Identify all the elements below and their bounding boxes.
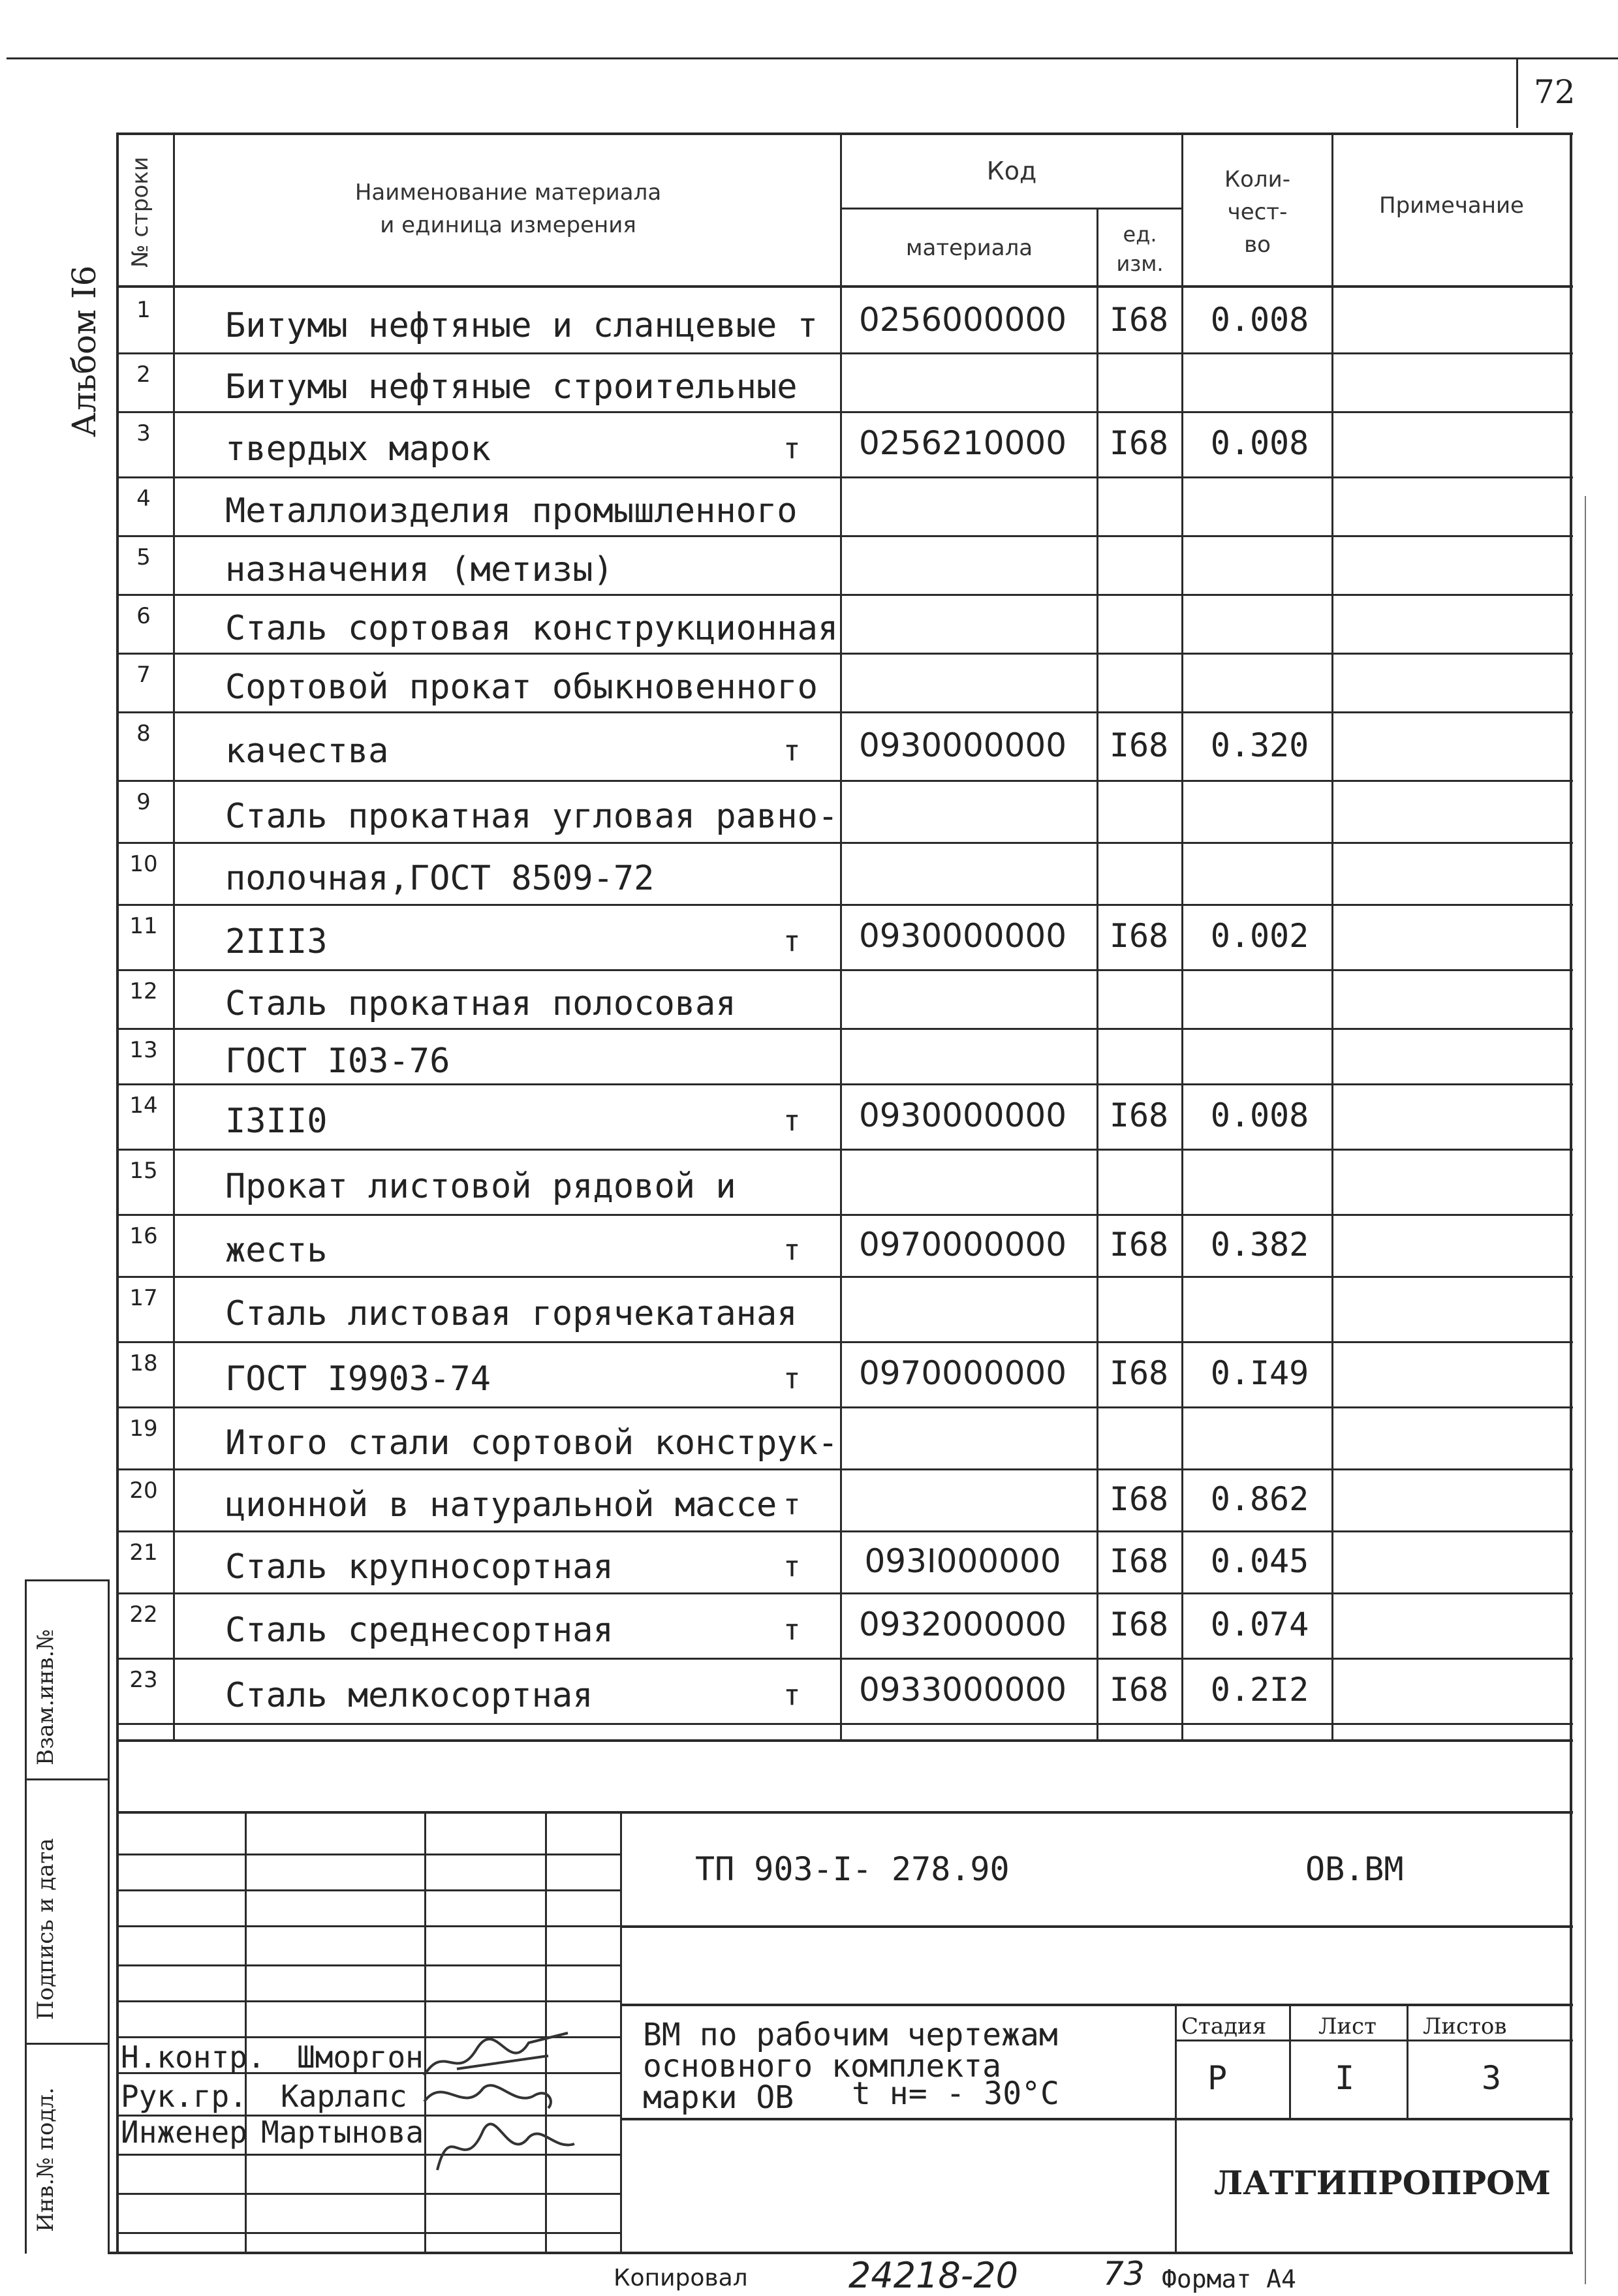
tb-sheets-vline	[1407, 2004, 1408, 2118]
tb-hline-1	[117, 1854, 621, 1855]
row-name: Итого стали сортовой конструк-	[225, 1423, 839, 1463]
desc-line1: ВМ по рабочим чертежам	[643, 2017, 1058, 2053]
stage-value: Р	[1207, 2059, 1228, 2097]
sign1-name: Шморгон	[297, 2040, 424, 2075]
footer-handwritten: 24218-20	[848, 2255, 1018, 2296]
frame-outer-left	[108, 1579, 110, 2254]
row-name: качества	[225, 731, 389, 771]
row-divider	[117, 780, 1573, 782]
row-name: 2III3	[225, 922, 328, 961]
row-uom: I68	[1109, 1354, 1169, 1392]
stamp-col-left	[25, 1579, 27, 2254]
row-uom: I68	[1109, 1542, 1169, 1580]
row-number: 19	[129, 1416, 158, 1442]
tb-vline-1	[245, 1811, 247, 2254]
row-code: 0256000000	[858, 300, 1067, 339]
row-number: 9	[136, 789, 151, 815]
row-uom: I68	[1109, 1606, 1169, 1643]
row-divider	[117, 476, 1573, 478]
scan-edge	[1585, 496, 1586, 2284]
row-divider	[117, 1276, 1573, 1278]
row-uom: I68	[1109, 1671, 1169, 1709]
row-number: 4	[136, 486, 151, 512]
row-qty: 0.008	[1210, 300, 1309, 339]
row-divider	[117, 1341, 1573, 1343]
row-divider	[117, 1406, 1573, 1408]
tb-sheet-vline	[1289, 2004, 1291, 2118]
stamp-sep-2	[25, 2043, 110, 2045]
row-number: 23	[129, 1667, 158, 1693]
row-name: Металлоизделия промышленного	[225, 491, 798, 531]
row-qty: 0.045	[1210, 1542, 1309, 1580]
sheet-value: I	[1335, 2059, 1355, 2097]
row-uom: I68	[1109, 917, 1169, 955]
row-name: Битумы нефтяные строительные	[225, 367, 798, 407]
row-number: 7	[136, 662, 151, 688]
row-unit: т	[783, 1362, 801, 1395]
row-qty: 0.382	[1210, 1225, 1309, 1264]
row-number: 3	[136, 420, 151, 446]
row-divider	[117, 594, 1573, 596]
header-bottom	[117, 285, 1573, 288]
row-name: Сталь среднесортная	[225, 1611, 614, 1650]
row-qty: 0.008	[1210, 424, 1309, 462]
sheets-label: Листов	[1423, 2013, 1507, 2040]
tb-hline-11	[117, 2232, 621, 2234]
signature-3	[424, 2105, 581, 2183]
title-block-top	[117, 1811, 1573, 1814]
tb-desc-bottom	[620, 2118, 1573, 2120]
row-uom: I68	[1109, 300, 1169, 339]
stamp-sep-1	[25, 1778, 110, 1780]
table-right	[1570, 132, 1572, 2254]
stamp-podpis: Подпись и дата	[33, 1838, 59, 2020]
sign3-name: Мартынова	[261, 2115, 424, 2150]
tb-hline-4	[117, 1964, 621, 1966]
row-name: Сортовой прокат обыкновенного	[225, 668, 818, 707]
row-qty: 0.2I2	[1210, 1671, 1309, 1709]
header-qty-3: во	[1244, 232, 1271, 258]
row-number: 8	[136, 721, 151, 747]
row-number: 11	[129, 913, 158, 939]
row-unit: т	[783, 925, 801, 958]
row-divider	[117, 904, 1573, 906]
row-code: 0256210000	[858, 424, 1067, 462]
row-divider	[117, 1592, 1573, 1594]
footer-num: 73	[1103, 2255, 1145, 2293]
header-note: Примечание	[1379, 193, 1524, 219]
row-uom: I68	[1109, 1096, 1169, 1134]
table-body-bottom	[117, 1739, 1573, 1742]
row-number: 2	[136, 362, 151, 388]
footer-copied: Копировал	[614, 2265, 748, 2291]
row-number: 22	[129, 1602, 158, 1628]
stamp-vzam: Взам.инв.№	[33, 1629, 59, 1765]
row-name: Прокат листовой рядовой и	[225, 1167, 736, 1206]
page-number: 72	[1534, 73, 1576, 111]
table-top	[117, 132, 1573, 135]
row-number: 10	[129, 851, 158, 877]
table-left	[116, 132, 119, 2254]
tb-hline-2	[117, 1889, 621, 1891]
row-code: 0970000000	[858, 1225, 1067, 1264]
row-qty: 0.002	[1210, 917, 1309, 955]
header-code: Код	[986, 157, 1037, 185]
col-line-num	[173, 132, 175, 1739]
header-row-no: № строки	[127, 157, 153, 268]
row-code: 093I000000	[864, 1542, 1061, 1580]
tb-hline-3	[117, 1925, 621, 1927]
stamp-inv: Инв.№ подл.	[33, 2087, 59, 2232]
sign2-role: Рук.гр.	[121, 2079, 247, 2114]
sheets-value: 3	[1482, 2059, 1502, 2097]
row-code: 0970000000	[858, 1354, 1067, 1392]
row-name: твердых марок	[225, 429, 491, 469]
row-divider	[117, 1214, 1573, 1216]
row-divider	[117, 842, 1573, 844]
top-rule	[7, 57, 1618, 59]
row-divider	[117, 411, 1573, 413]
row-name: Сталь прокатная полосовая	[225, 984, 736, 1023]
row-number: 21	[129, 1540, 158, 1566]
row-number: 1	[136, 297, 151, 323]
row-unit: т	[783, 1104, 801, 1138]
footer-format: Формат А4	[1162, 2265, 1296, 2293]
col-line-uom	[1181, 132, 1183, 1739]
row-uom: I68	[1109, 1225, 1169, 1264]
row-name: полочная,ГОСТ 8509-72	[225, 858, 655, 898]
row-number: 12	[129, 978, 158, 1004]
desc-line2: основного комплекта	[643, 2048, 1002, 2085]
row-number: 13	[129, 1037, 158, 1063]
tb-mid-line	[620, 2004, 1573, 2006]
row-divider	[117, 1028, 1573, 1030]
col-line-qty	[1331, 132, 1333, 1739]
tb-hline-10	[117, 2193, 621, 2195]
sign2-name: Карлапс	[281, 2079, 407, 2114]
header-qty-2: чест-	[1227, 199, 1288, 225]
row-qty: 0.008	[1210, 1096, 1309, 1134]
row-unit: т	[783, 1233, 801, 1267]
row-divider	[117, 1723, 1573, 1725]
row-code: 0930000000	[858, 726, 1067, 764]
org-name: ЛАТГИПРОПРОМ	[1214, 2164, 1551, 2202]
row-name: I3II0	[225, 1102, 328, 1141]
sign1-role: Н.контр.	[121, 2040, 266, 2075]
row-name: Сталь листовая горячекатаная	[225, 1294, 798, 1333]
row-name: Сталь сортовая конструкционная	[225, 609, 839, 648]
frame-bottom	[108, 2252, 1573, 2254]
row-name: жесть	[225, 1230, 328, 1270]
row-number: 6	[136, 603, 151, 629]
row-name: ционной в натуральной массе	[225, 1485, 777, 1525]
row-unit: т	[783, 1549, 801, 1583]
stamp-top	[25, 1579, 110, 1581]
row-number: 15	[129, 1158, 158, 1184]
row-number: 17	[129, 1285, 158, 1311]
row-unit: т	[783, 734, 801, 768]
row-code: 0930000000	[858, 917, 1067, 955]
row-name: Сталь мелкосортная	[225, 1676, 593, 1715]
doc-code: ТП 903-I- 278.90	[695, 1850, 1010, 1888]
row-uom: I68	[1109, 726, 1169, 764]
header-name-2: и единица измерения	[380, 212, 636, 238]
tb-vline-4	[620, 1811, 622, 2254]
row-name: Сталь прокатная угловая равно-	[225, 796, 839, 836]
page-number-divider	[1516, 57, 1518, 128]
row-name: ГОСТ I9903-74	[225, 1359, 491, 1399]
row-unit: т	[783, 1613, 801, 1647]
row-divider	[117, 1083, 1573, 1085]
row-uom: I68	[1109, 1480, 1169, 1518]
row-unit: т	[783, 432, 801, 465]
header-code-divider	[840, 208, 1181, 209]
row-name: назначения (метизы)	[225, 550, 614, 589]
tb-hline-5	[117, 2000, 621, 2002]
row-qty: 0.074	[1210, 1606, 1309, 1643]
header-uom-2: изм.	[1116, 251, 1164, 276]
row-unit: т	[783, 1487, 801, 1521]
row-divider	[117, 1530, 1573, 1532]
tb-stage-header-line	[1175, 2040, 1573, 2041]
row-qty: 0.862	[1210, 1480, 1309, 1518]
row-divider	[117, 1468, 1573, 1470]
sheet-label: Лист	[1318, 2013, 1377, 2040]
stage-label: Стадия	[1181, 2013, 1267, 2040]
row-number: 14	[129, 1093, 158, 1119]
row-qty: 0.I49	[1210, 1354, 1309, 1392]
row-unit: т	[783, 1679, 801, 1712]
desc-temp: t н= - 30°С	[852, 2075, 1059, 2112]
row-number: 16	[129, 1223, 158, 1249]
row-divider	[117, 1658, 1573, 1660]
sign3-role: Инженер	[121, 2115, 247, 2150]
doc-mark: ОВ.ВМ	[1305, 1850, 1404, 1888]
row-divider	[117, 1149, 1573, 1151]
row-name: ГОСТ I03-76	[225, 1041, 450, 1081]
row-name: Битумы нефтяные и сланцевые т	[225, 305, 818, 345]
album-label: Альбом I6	[65, 265, 103, 437]
row-divider	[117, 352, 1573, 354]
header-qty-1: Коли-	[1224, 166, 1291, 193]
tb-code-bottom	[620, 1925, 1573, 1928]
row-code: 0932000000	[858, 1606, 1067, 1643]
row-divider	[117, 969, 1573, 971]
header-material: материала	[905, 235, 1033, 261]
row-qty: 0.320	[1210, 726, 1309, 764]
row-divider	[117, 711, 1573, 713]
row-name: Сталь крупносортная	[225, 1547, 614, 1587]
desc-line3: марки ОВ	[643, 2079, 794, 2116]
row-number: 20	[129, 1478, 158, 1504]
row-divider	[117, 535, 1573, 537]
row-number: 5	[136, 544, 151, 570]
header-uom-1: ед.	[1123, 222, 1157, 247]
row-number: 18	[129, 1350, 158, 1376]
header-name-1: Наименование материала	[354, 179, 662, 206]
row-code: 0933000000	[858, 1671, 1067, 1709]
row-code: 0930000000	[858, 1096, 1067, 1134]
row-divider	[117, 653, 1573, 655]
row-uom: I68	[1109, 424, 1169, 462]
